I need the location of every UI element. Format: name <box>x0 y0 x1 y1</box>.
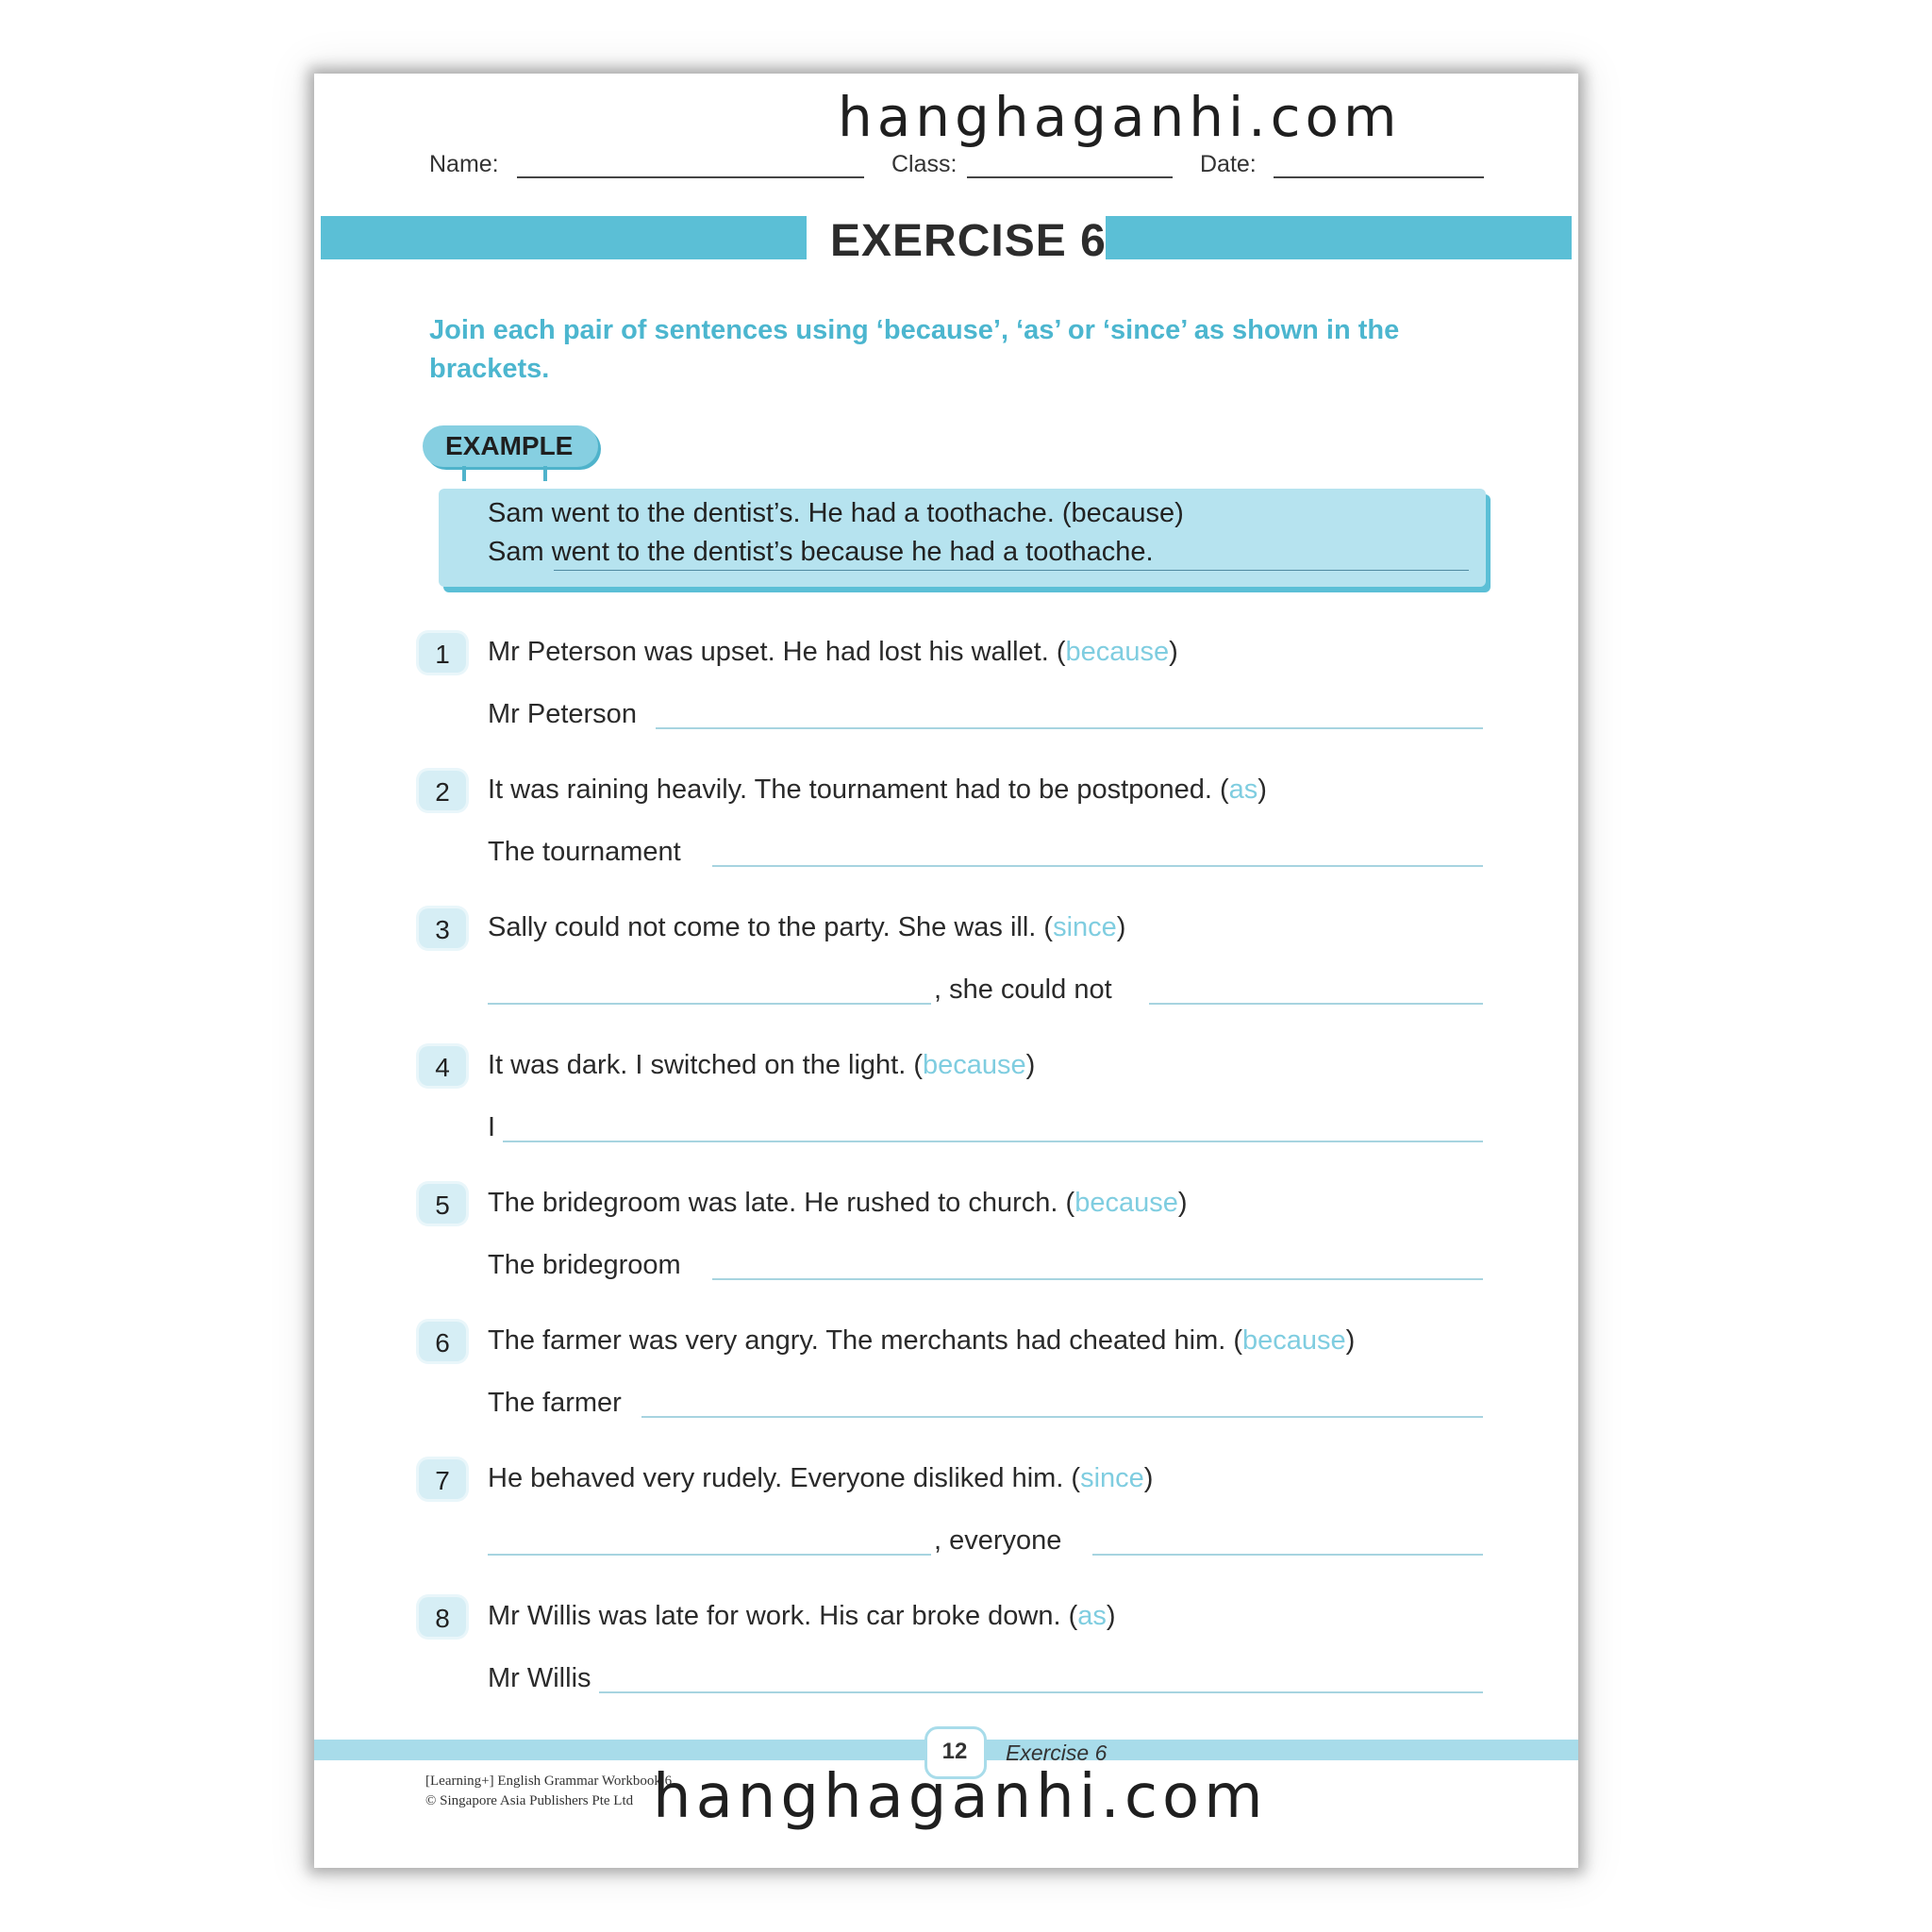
answer-line[interactable] <box>1149 1003 1483 1005</box>
question-number: 4 <box>435 1053 450 1082</box>
answer-line[interactable] <box>641 1416 1483 1418</box>
question-number: 1 <box>435 640 450 669</box>
answer-prompt: The tournament <box>488 837 681 867</box>
question-text: Mr Willis was late for work. His car broke down. (as) <box>488 1601 1116 1631</box>
example-tab <box>423 425 598 467</box>
question-item <box>0 633 1932 770</box>
question-keyword: because <box>1074 1188 1178 1218</box>
page-number: 12 <box>941 1739 968 1764</box>
question-text: Mr Peterson was upset. He had lost his wallet. (because) <box>488 637 1178 667</box>
question-item <box>0 1184 1932 1321</box>
answer-line[interactable] <box>488 1554 931 1556</box>
question-keyword: because <box>1242 1325 1346 1356</box>
answer-line[interactable] <box>1092 1554 1483 1556</box>
answer-prompt: , everyone <box>934 1525 1062 1556</box>
name-field[interactable] <box>517 176 864 178</box>
question-text: The bridegroom was late. He rushed to church. (because) <box>488 1188 1188 1218</box>
question-number-badge <box>419 633 466 673</box>
answer-line[interactable] <box>599 1691 1483 1693</box>
date-label: Date: <box>1200 151 1257 177</box>
example-tab-leg <box>543 466 547 481</box>
answer-line[interactable] <box>656 727 1483 729</box>
watermark-top: hanghaganhi.com <box>838 85 1402 149</box>
question-number: 2 <box>435 777 450 807</box>
example-answer-text: went to the dentist’s because he had a toothache. <box>551 537 1154 567</box>
title-band-right <box>1106 216 1572 259</box>
question-text: It was raining heavily. The tournament had to be postponed. (as) <box>488 774 1267 805</box>
question-item <box>0 1597 1932 1734</box>
question-item <box>0 771 1932 908</box>
question-item <box>0 1046 1932 1183</box>
instruction-text: Join each pair of sentences using ‘because’, ‘as’ or ‘since’ as shown in the brackets. <box>429 315 1400 384</box>
question-keyword: since <box>1080 1463 1144 1493</box>
question-item <box>0 908 1932 1045</box>
answer-line[interactable] <box>488 1003 931 1005</box>
exercise-title: EXERCISE 6 <box>830 216 1107 266</box>
example-answer-line <box>554 570 1469 571</box>
question-keyword: because <box>1065 637 1170 667</box>
question-number: 3 <box>435 915 450 944</box>
class-label: Class: <box>891 151 958 177</box>
footer-copyright: © Singapore Asia Publishers Pte Ltd <box>425 1793 634 1808</box>
question-number: 5 <box>435 1191 450 1220</box>
answer-prompt: I <box>488 1112 496 1142</box>
answer-line[interactable] <box>712 865 1483 867</box>
answer-line[interactable] <box>503 1141 1483 1142</box>
question-number-badge <box>419 1322 466 1361</box>
answer-prompt: Mr Peterson <box>488 699 637 729</box>
question-keyword: because <box>922 1050 1026 1080</box>
date-field[interactable] <box>1274 176 1484 178</box>
example-question: Sam went to the dentist’s. He had a toothache. (because) <box>488 498 1184 528</box>
answer-prompt: The farmer <box>488 1388 622 1418</box>
question-text: It was dark. I switched on the light. (because) <box>488 1050 1036 1080</box>
question-keyword: as <box>1077 1601 1107 1631</box>
question-number-badge <box>419 908 466 948</box>
question-number-badge <box>419 1459 466 1499</box>
question-number-badge <box>419 1184 466 1224</box>
question-number-badge <box>419 771 466 810</box>
answer-prompt: The bridegroom <box>488 1250 681 1280</box>
question-text: He behaved very rudely. Everyone disliked him. (since) <box>488 1463 1154 1493</box>
question-text: Sally could not come to the party. She was ill. (since) <box>488 912 1126 942</box>
question-number: 6 <box>435 1328 450 1357</box>
name-label: Name: <box>429 151 499 177</box>
answer-prompt: , she could not <box>934 974 1112 1005</box>
question-number: 8 <box>435 1604 450 1633</box>
example-answer <box>488 537 1154 568</box>
footer-exercise-label: Exercise 6 <box>1006 1740 1108 1765</box>
example-tab-leg <box>462 466 466 481</box>
question-item <box>0 1322 1932 1458</box>
watermark-bottom: hanghaganhi.com <box>653 1762 1268 1832</box>
example-answer-prefix: Sam <box>488 537 552 567</box>
question-number-badge <box>419 1046 466 1086</box>
question-text: The farmer was very angry. The merchants had cheated him. (because) <box>488 1325 1356 1356</box>
question-keyword: as <box>1228 774 1258 805</box>
question-keyword: since <box>1053 912 1117 942</box>
question-number: 7 <box>435 1466 450 1495</box>
answer-line[interactable] <box>712 1278 1483 1280</box>
answer-prompt: Mr Willis <box>488 1663 591 1693</box>
title-band-left <box>321 216 807 259</box>
question-item <box>0 1459 1932 1596</box>
example-tab-label: EXAMPLE <box>445 431 574 460</box>
footer-book-title: [Learning+] English Grammar Workbook 6 <box>425 1774 673 1789</box>
class-field[interactable] <box>967 176 1173 178</box>
question-number-badge <box>419 1597 466 1637</box>
